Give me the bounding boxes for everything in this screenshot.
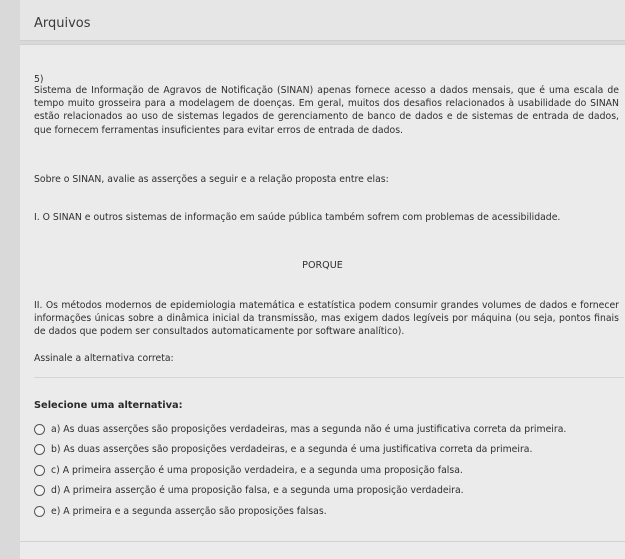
option-b[interactable] <box>34 440 624 461</box>
section-divider <box>34 377 624 378</box>
option-d[interactable] <box>34 481 624 502</box>
question-number: 5) <box>34 74 44 85</box>
bottom-divider <box>20 541 625 542</box>
option-c-text: c) A primeira asserção é uma proposição verdadeira, e a segunda uma proposição falsa. <box>51 464 463 476</box>
radio-button-d[interactable] <box>34 485 45 496</box>
option-d-text: d) A primeira asserção é uma proposição falsa, e a segunda uma proposição verdadeira. <box>51 485 464 497</box>
option-e[interactable] <box>34 501 624 522</box>
radio-button-e[interactable] <box>34 506 45 517</box>
question-statement: Sistema de Informação de Agravos de Notificação (SINAN) apenas fornece acesso a dados mensais, que é uma escala de tempo muito grosseira para a modelagem de doenças. Em geral, muitos dos desafios relacionados à usabilidade do SINAN estão relacionados ao uso de sistemas legados de gerenciamento de banco de dados e de sistemas de entrada de dados, que fornecem ferramentas insuficientes para evitar erros de entrada de dados. <box>34 85 619 136</box>
header-title: Arquivos <box>34 16 91 31</box>
radio-button-b[interactable] <box>34 444 45 455</box>
select-alternative-label: Selecione uma alternativa: <box>34 400 183 411</box>
assertion-connector: PORQUE <box>302 260 343 271</box>
question-card <box>20 44 625 559</box>
header-bar <box>20 0 625 41</box>
option-e-text: e) A primeira e a segunda asserção são proposições falsas. <box>51 505 327 517</box>
option-a-text: a) As duas asserções são proposições verdadeiras, mas a segunda não é uma justificativa correta da primeira. <box>51 423 567 435</box>
option-a[interactable] <box>34 419 624 440</box>
option-b-text: b) As duas asserções são proposições verdadeiras, e a segunda é uma justificativa correta da primeira. <box>51 444 533 456</box>
assertion-2: II. Os métodos modernos de epidemiologia matemática e estatística podem consumir grandes volumes de dados e fornecer informações únicas sobre a dinâmica inicial da transmissão, mas exigem dados legíveis por máquina (ou seja, pontos finais de dados que podem ser consultados automaticamente por software analítico). <box>34 300 619 338</box>
question-prompt: Sobre o SINAN, avalie as asserções a seguir e a relação proposta entre elas: <box>34 174 389 185</box>
radio-button-c[interactable] <box>34 465 45 476</box>
options-list <box>34 419 624 522</box>
option-c[interactable] <box>34 460 624 481</box>
instruction-text: Assinale a alternativa correta: <box>34 353 174 364</box>
radio-button-a[interactable] <box>34 424 45 435</box>
assertion-1: I. O SINAN e outros sistemas de informação em saúde pública também sofrem com problemas de acessibilidade. <box>34 212 561 223</box>
